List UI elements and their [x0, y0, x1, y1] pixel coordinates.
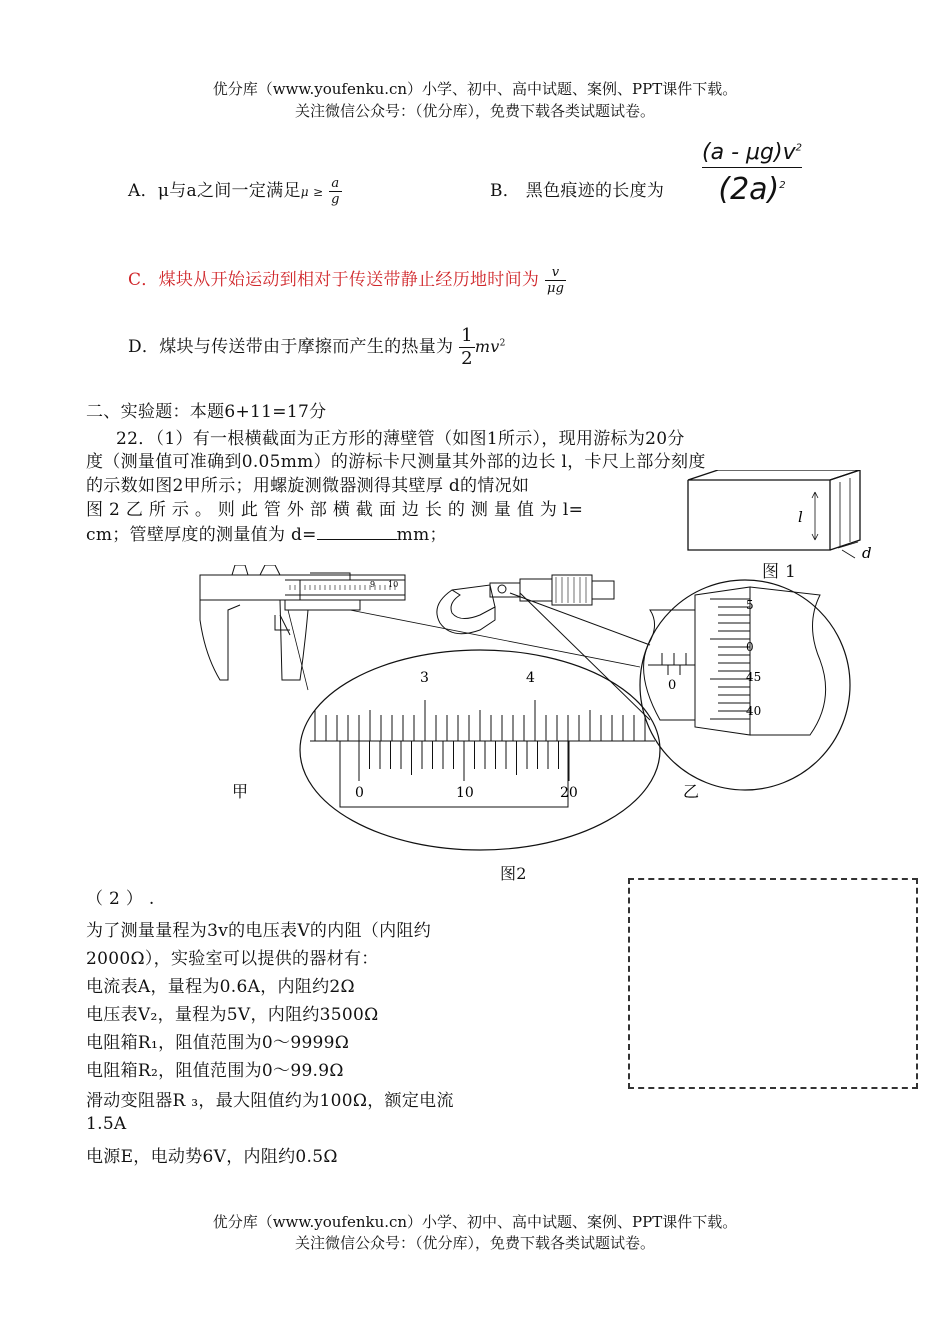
answer-blank [317, 525, 397, 540]
section-title: 二、实验题：本题6+11=17分 [86, 402, 327, 422]
frac-num: a [329, 176, 342, 192]
q22-line-5 [86, 520, 447, 545]
vernier-label-10: 10 [456, 785, 474, 801]
part2-line-1: （ 2 ） . [86, 889, 155, 909]
micrometer-label-0: 0 [746, 640, 754, 654]
option-d-text: D．煤块与传送带由于摩擦而产生的热量为 [128, 337, 454, 357]
sleeve-label-0: 0 [668, 678, 677, 693]
micrometer-label-5: 5 [746, 598, 754, 612]
option-a [128, 176, 342, 207]
part2-line-6: 电阻箱R₁，阻值范围为0～9999Ω [86, 1033, 350, 1053]
vernier-zoom-ellipse [300, 650, 660, 850]
part2-line-7: 电阻箱R₂，阻值范围为0～99.9Ω [86, 1061, 344, 1081]
part2-line-3: 2000Ω），实验室可以提供的器材有： [86, 949, 379, 969]
vernier-scale [340, 741, 569, 807]
exp: 2 [499, 338, 506, 349]
frac-num: v [545, 265, 566, 281]
exp: 2 [779, 180, 786, 191]
micrometer [437, 575, 650, 720]
circuit-diagram-box [628, 878, 918, 1089]
header-line-2: 关注微信公众号：（优分库），免费下载各类试题试卷。 [294, 102, 655, 120]
small-caliper-label-10: 10 [388, 580, 399, 589]
option-d [128, 325, 506, 370]
caliper-scale [290, 585, 395, 590]
frac-den: g [331, 192, 340, 207]
q22-line-5b: mm； [396, 525, 447, 545]
option-b-text: B． 黑色痕迹的长度为 [490, 181, 665, 201]
option-c-text: C．煤块从开始运动到相对于传送带静止经历地时间为 [128, 270, 540, 290]
q22-line-1: 22．（1）有一根横截面为正方形的薄壁管（如图1所示），现用游标为20分 [116, 429, 685, 449]
figure-2 [190, 565, 935, 865]
option-a-fraction [329, 176, 342, 207]
q22-line-3: 的示数如图2甲所示；用螺旋测微器测得其壁厚 d的情况如 [86, 476, 530, 496]
micrometer-label-40: 40 [746, 704, 762, 718]
q22-line-2: 度（测量值可准确到0.05mm）的游标卡尺测量其外部的边长 l，卡尺上部分刻度 [86, 452, 706, 472]
option-a-formula-lhs: μ ≥ [300, 185, 324, 199]
part2-line-10: 电源E，电动势6V，内阻约0.5Ω [86, 1147, 338, 1167]
main-scale-label-3: 3 [420, 670, 429, 686]
figure-2-left-label: 甲 [232, 782, 249, 801]
figure-2-right-label: 乙 [683, 782, 700, 801]
main-scale [310, 700, 655, 741]
label-d: d [862, 544, 872, 562]
figure-2-caption: 图2 [500, 864, 527, 883]
header-line-1: 优分库（www.youfenku.cn）小学、初中、高中试题、案例、PPT课件下载。 [212, 80, 738, 98]
label-l: l [798, 508, 803, 526]
q22-line-4: 图 2 乙 所 示 。 则 此 管 外 部 横 截 面 边 长 的 测 量 值 为 l= [86, 500, 584, 520]
main-scale-label-4: 4 [526, 670, 535, 686]
footer-line-1: 优分库（www.youfenku.cn）小学、初中、高中试题、案例、PPT课件下载。 [212, 1213, 738, 1231]
part2-line-9: 1.5A [86, 1114, 127, 1134]
figure-1-caption: 图 1 [762, 562, 797, 582]
option-d-tail: mv [474, 337, 500, 356]
part2-line-4: 电流表A，量程为0.6A，内阻约2Ω [86, 977, 355, 997]
frac-num: 1 [461, 325, 473, 346]
option-d-fraction [459, 325, 475, 370]
frac-den: 2 [461, 348, 473, 369]
option-c-fraction [545, 265, 566, 296]
option-a-text: A．μ与a之间一定满足 [128, 181, 301, 201]
vernier-label-20: 20 [560, 785, 578, 801]
small-caliper-label-9: 9 [370, 580, 376, 589]
q22-line-5a: cm；管壁厚度的测量值为 d= [86, 525, 317, 545]
frac-den: (2a) [718, 172, 780, 207]
part2-line-5: 电压表V₂，量程为5V，内阻约3500Ω [86, 1005, 379, 1025]
option-b-fraction [702, 140, 802, 208]
footer-line-2: 关注微信公众号：（优分库），免费下载各类试题试卷。 [294, 1234, 655, 1252]
option-c [128, 265, 566, 296]
frac-den: μg [546, 281, 565, 296]
micrometer-label-45: 45 [746, 670, 762, 684]
vernier-label-0: 0 [355, 785, 364, 801]
micrometer-zoom [644, 587, 826, 735]
part2-line-2: 为了测量量程为3v的电压表V的内阻（内阻约 [86, 921, 431, 941]
exp: 2 [795, 142, 802, 154]
part2-line-8: 滑动变阻器R ₃，最大阻值约为100Ω，额定电流 [86, 1091, 454, 1111]
frac-num: (a - μg)v [702, 140, 796, 165]
